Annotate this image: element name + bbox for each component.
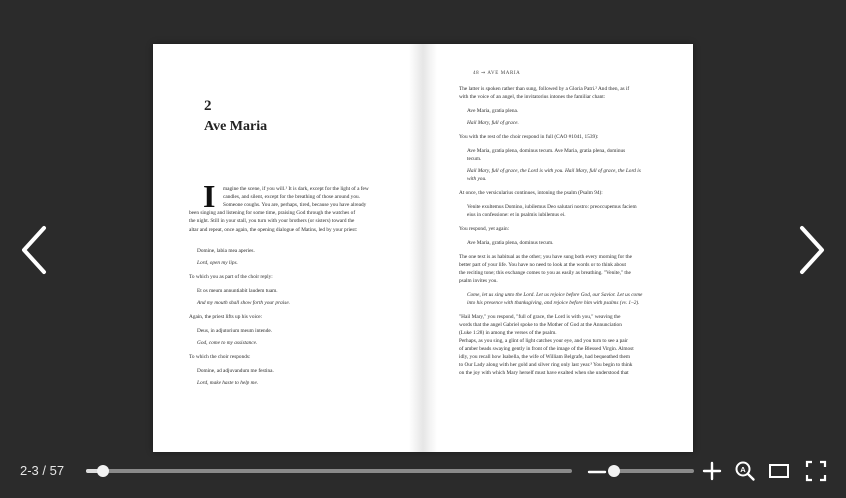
fullscreen-button[interactable]	[805, 460, 827, 482]
fullscreen-icon	[805, 460, 827, 482]
body-line: At once, the versicularius continues, intoning the psalm (Psalm 94):	[459, 190, 603, 196]
verse-line: Domine, labia mea aperies.	[197, 248, 255, 254]
previous-page-button[interactable]	[16, 222, 52, 278]
verse-line: tecum.	[467, 156, 482, 162]
verse-line: Come, let us sing unto the Lord. Let us rejoice before God, our Savior. Let us come	[467, 292, 643, 298]
verse-line: And my mouth shall show forth your praise.	[197, 300, 290, 306]
body-line: You respond, yet again:	[459, 226, 510, 232]
verse-line: Et os meum annuntiabit laudem tuam.	[197, 288, 278, 294]
search-button[interactable]	[734, 460, 756, 482]
intro-line: Someone coughs. You are, perhaps, tired, because you have already	[223, 202, 367, 209]
zoom-search-icon	[734, 460, 756, 482]
minus-icon	[586, 461, 608, 483]
verse-line: with you.	[467, 176, 487, 182]
chapter-number: 2	[204, 98, 212, 114]
body-line: To which the choir responds:	[189, 354, 251, 360]
verse-line: eius in confessione: et in psalmis iubilemus ei.	[467, 212, 566, 218]
right-page[interactable]	[423, 44, 693, 452]
verse-line: Deus, in adjutorium meum intende.	[197, 328, 273, 334]
body-line: the reciting tone; this exchange comes to you as easily as breathing. "Venite," the	[459, 270, 631, 276]
verse-line: Lord, make haste to help me.	[197, 380, 259, 386]
verse-line: into his presence with thanksgiving, and rejoice before him with psalms (vv. 1–2).	[467, 300, 640, 306]
intro-line: the night. Still in your stall, you turn with your brothers (or sisters) toward the	[189, 218, 355, 225]
body-line: to Our Lady along with her gold and silver ring only last year.³ You begin to think	[459, 362, 633, 368]
body-line: psalm invites you.	[459, 278, 498, 284]
page-progress-slider[interactable]	[86, 469, 572, 473]
book-spread[interactable]	[153, 44, 693, 452]
body-line: The one text is as habitual as the other; you have sung both every morning for the	[459, 254, 632, 260]
body-line: (Luke 1:28) in among the verses of the psalm.	[459, 330, 557, 336]
zoom-in-button[interactable]	[701, 460, 723, 482]
left-page[interactable]	[153, 44, 423, 452]
body-line: Perhaps, as you sing, a glint of light catches your eye, and you turn to see a pair	[459, 338, 628, 344]
intro-line: been singing and listening for some time, praising God through the watches of	[189, 210, 356, 217]
verse-line: Hail Mary, full of grace.	[467, 120, 519, 126]
body-line: To which you as part of the choir reply:	[189, 274, 273, 280]
verse-line: Lord, open my lips.	[197, 260, 238, 266]
next-page-button[interactable]	[794, 222, 830, 278]
zoom-handle[interactable]	[608, 465, 620, 477]
verse-line: God, come to my assistance.	[197, 340, 258, 346]
body-line: "Hail Mary," you respond, "full of grace, the Lord is with you," weaving the	[459, 314, 621, 320]
chevron-left-icon	[16, 222, 52, 278]
body-line: The latter is spoken rather than sung, followed by a Gloria Patri.² And then, as if	[459, 86, 630, 92]
body-line: You with the rest of the choir respond in full (CAO #1041, 1539):	[459, 134, 599, 140]
page-counter: 2-3 / 57	[20, 463, 65, 478]
control-bar	[0, 452, 846, 498]
intro-line: altar and repeat, once again, the opening dialogue of Matins, led by your priest:	[189, 226, 358, 233]
verse-line: Domine, ad adjuvandum me festina.	[197, 368, 274, 374]
plus-icon	[701, 460, 723, 482]
intro-line: magine the scene, if you will.¹ It is dark, except for the light of a few	[223, 186, 369, 192]
progress-handle[interactable]	[97, 465, 109, 477]
verse-line: Ave Maria, gratia plena, dominus tecum.	[467, 240, 554, 246]
drop-cap: I	[203, 178, 216, 214]
chevron-right-icon	[794, 222, 830, 278]
body-line: better part of your life. You have no need to look at the words or to think about	[459, 262, 626, 268]
chapter-title: Ave Maria	[204, 119, 268, 134]
single-page-icon	[768, 460, 790, 482]
verse-line: Ave Maria, gratia plena, dominus tecum. Ave Maria, gratia plena, dominus	[467, 148, 626, 154]
intro-line: candles, and silent, except for the breathing of those around you.	[223, 194, 360, 201]
body-line: idly, you recall how Isabella, the wife of William Belgrafe, had bequeathed them	[459, 354, 630, 360]
zoom-slider[interactable]	[612, 469, 694, 473]
body-line: with the voice of an angel, the invitatorius intones the familiar chant:	[459, 94, 606, 100]
verse-line: Hail Mary, full of grace, the Lord is with you. Hail Mary, full of grace, the Lord is	[467, 168, 641, 174]
body-line: of amber beads swaying gently in front of the image of the Blessed Virgin. Almost	[459, 346, 634, 352]
running-head: 48 ⇝ AVE MARIA	[473, 71, 521, 76]
verse-line: Venite exultemus Domino, iubilemus Deo salutari nostro: preoccupemus faciem	[467, 204, 637, 210]
body-line: Again, the priest lifts up his voice:	[189, 314, 263, 320]
body-line: on the joy with which Mary herself must have exalted when she understood that	[459, 370, 629, 376]
single-page-view-button[interactable]	[768, 460, 790, 482]
body-line: words that the angel Gabriel spoke to the Mother of God at the Annunciation	[459, 322, 622, 328]
zoom-out-button[interactable]	[586, 461, 606, 481]
svg-text:A: A	[740, 464, 746, 474]
verse-line: Ave Maria, gratia plena.	[467, 108, 519, 114]
